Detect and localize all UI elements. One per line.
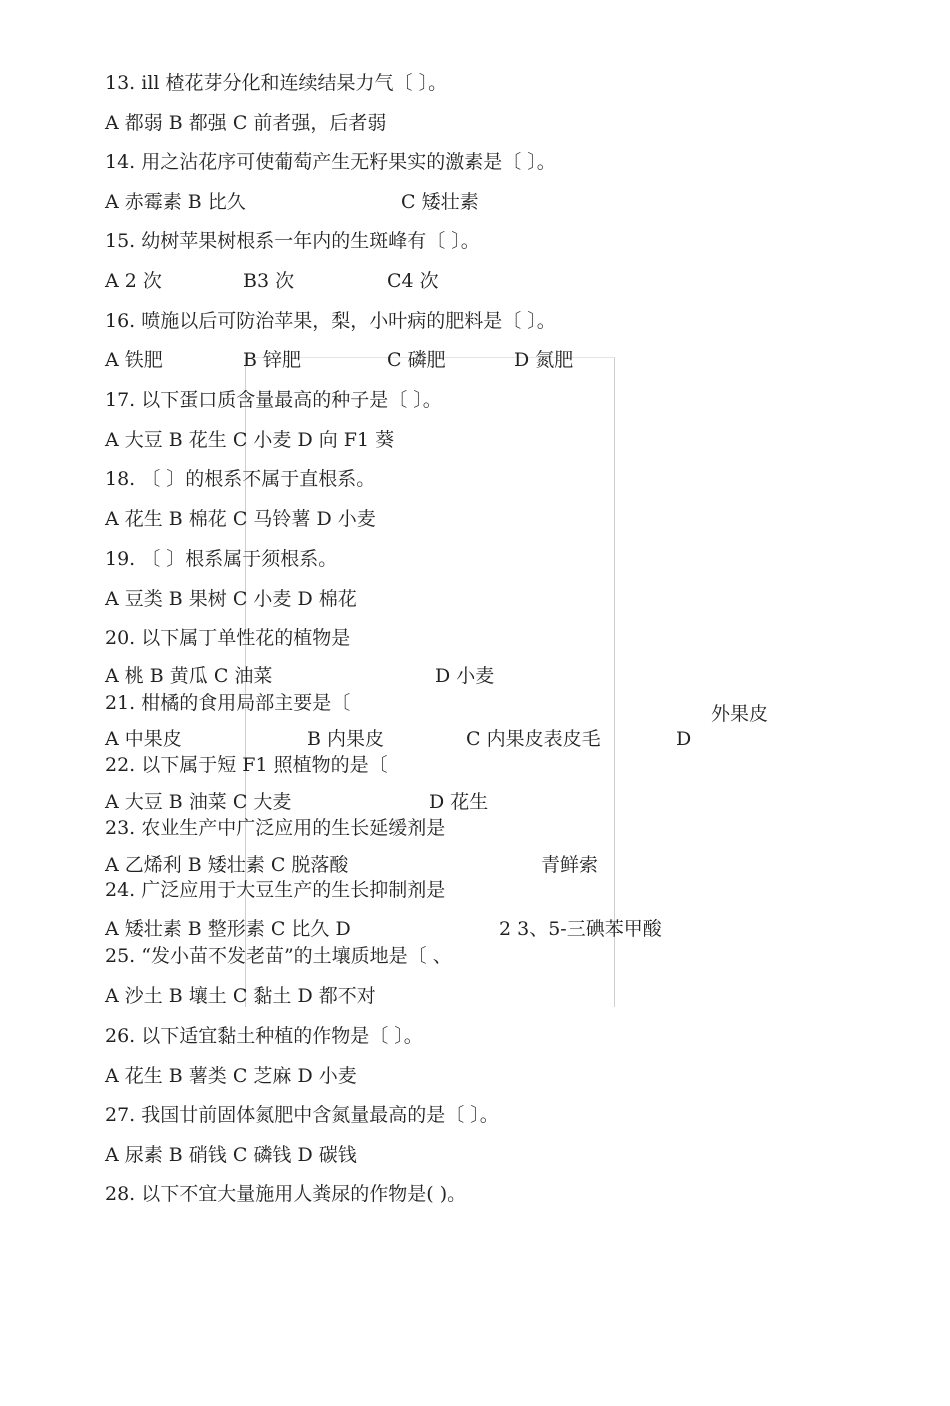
- question-23-options-a-c: A 乙烯利 B 矮壮素 C 脱落酸: [105, 854, 349, 876]
- question-15-stem: 15. 幼树苹果树根系一年内的生斑峰有〔 〕。: [105, 230, 480, 252]
- question-27-stem: 27. 我国廿前固体氮肥中含氮量最高的是〔 〕。: [105, 1104, 499, 1126]
- question-22-option-d: D 花生: [429, 791, 489, 813]
- question-23-option-d: 青鲜索: [541, 854, 599, 876]
- question-25-options: A 沙土 B 壤土 C 黏土 D 都不对: [105, 985, 376, 1007]
- question-17-options: A 大豆 B 花生 C 小麦 D 向 F1 葵: [105, 429, 395, 451]
- question-19-stem: 19. 〔 〕根系属于须根系。: [105, 548, 338, 570]
- question-21-option-d-letter: D: [676, 728, 692, 750]
- question-19-options: A 豆类 B 果树 C 小麦 D 棉花: [105, 588, 357, 610]
- question-15-option-b: B3 次: [243, 270, 295, 292]
- question-23-stem: 23. 农业生产中广泛应用的生长延缓剂是: [105, 817, 446, 839]
- question-16-option-c: C 磷肥: [387, 349, 446, 371]
- question-20-stem: 20. 以下属丁单性花的植物是: [105, 627, 351, 649]
- question-24-stem: 24. 广泛应用于大豆生产的生长抑制剂是: [105, 879, 446, 901]
- question-26-stem: 26. 以下适宜黏土种植的作物是〔 〕。: [105, 1025, 423, 1047]
- question-22-options-a-c: A 大豆 B 油菜 C 大麦: [105, 791, 292, 813]
- question-21-option-a: A 中果皮: [105, 728, 182, 750]
- table-frame-lines: [245, 357, 615, 1007]
- question-18-stem: 18. 〔 〕的根系不属于直根系。: [105, 468, 376, 490]
- question-16-option-d: D 氮肥: [514, 349, 574, 371]
- question-16-stem: 16. 喷施以后可防治苹果，梨，小叶病的肥料是〔 〕。: [105, 310, 556, 332]
- question-14-option-c: C 矮壮素: [401, 191, 479, 213]
- question-22-stem: 22. 以下属于短 F1 照植物的是〔: [105, 754, 388, 776]
- question-18-options: A 花生 B 棉花 C 马铃薯 D 小麦: [105, 508, 376, 530]
- question-20-option-d: D 小麦: [435, 665, 495, 687]
- question-15-option-c: C4 次: [387, 270, 439, 292]
- question-14-stem: 14. 用之沾花序可使葡萄产生无籽果实的激素是〔 〕。: [105, 151, 556, 173]
- question-24-options-a-d: A 矮壮素 B 整形素 C 比久 D: [105, 918, 351, 940]
- question-25-stem: 25. “发小苗不发老苗”的土壤质地是〔 、: [105, 945, 452, 967]
- question-27-options: A 尿素 B 硝钱 C 磷钱 D 碳钱: [105, 1144, 357, 1166]
- question-21-option-b: B 内果皮: [307, 728, 385, 750]
- question-13-options: A 都弱 B 都强 C 前者强，后者弱: [105, 112, 387, 134]
- question-28-stem: 28. 以下不宜大量施用人粪尿的作物是( )。: [105, 1183, 467, 1205]
- question-13-stem: 13. ill 楂花芽分化和连续结杲力气〔 〕。: [105, 72, 448, 94]
- question-20-options-a-c: A 桃 B 黄瓜 C 油菜: [105, 665, 273, 687]
- question-15-option-a: A 2 次: [105, 270, 162, 292]
- question-26-options: A 花生 B 薯类 C 芝麻 D 小麦: [105, 1065, 357, 1087]
- question-21-option-d-text: 外果皮: [711, 703, 769, 725]
- question-14-options-a-b: A 赤霉素 B 比久: [105, 191, 246, 213]
- question-16-option-a: A 铁肥: [105, 349, 163, 371]
- question-24-option-d-text: 2 3、5-三碘苯甲酸: [499, 918, 662, 940]
- question-16-option-b: B 锌肥: [243, 349, 302, 371]
- question-21-option-c: C 内果皮表皮毛: [466, 728, 601, 750]
- question-21-stem: 21. 柑橘的食用局部主要是〔: [105, 692, 351, 714]
- question-17-stem: 17. 以下蛋口质含量最高的种子是〔 〕。: [105, 389, 442, 411]
